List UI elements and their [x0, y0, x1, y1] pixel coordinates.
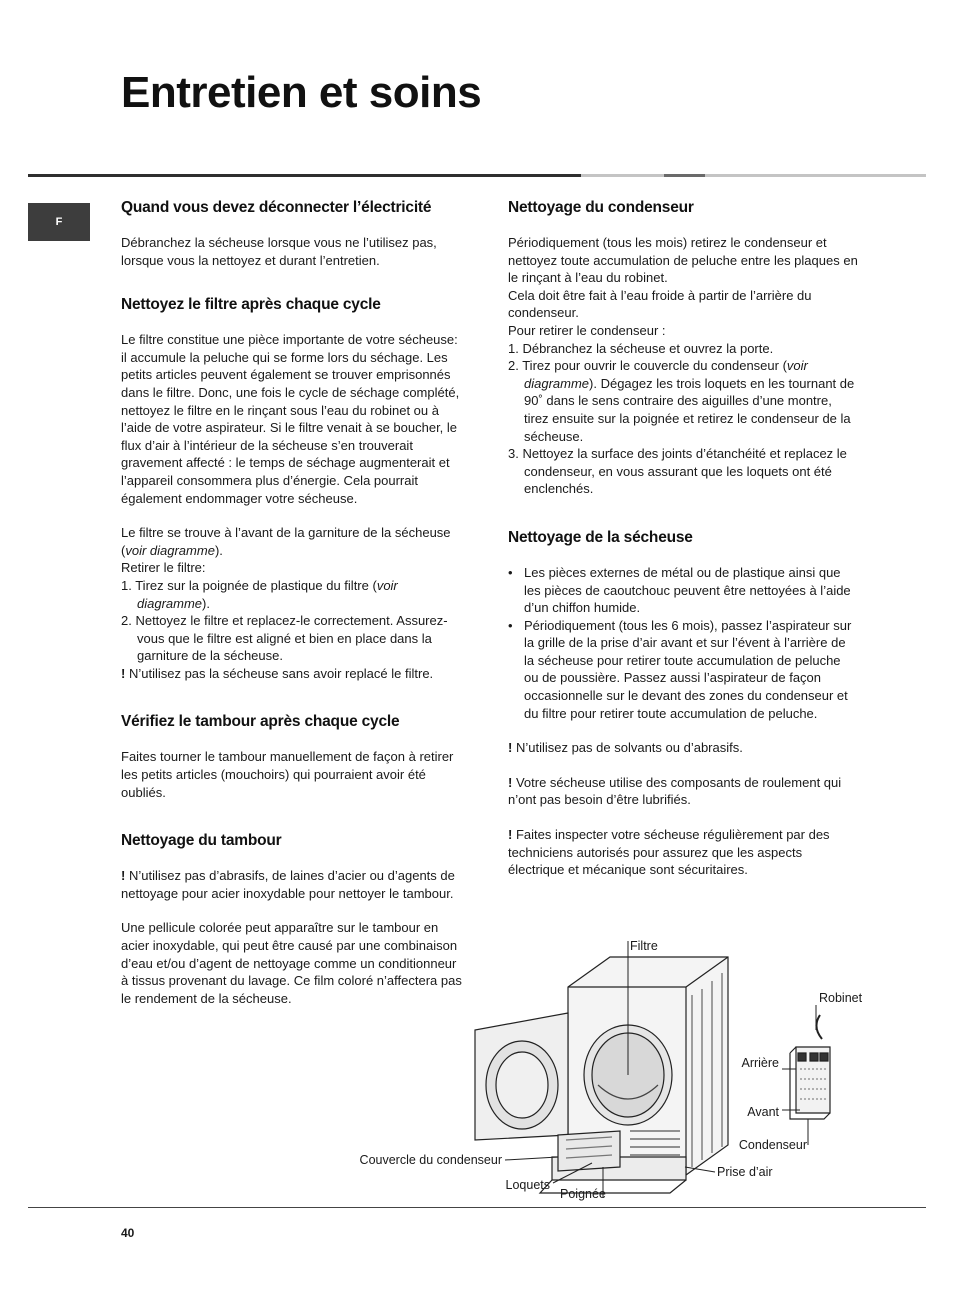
list-item: • Périodiquement (tous les 6 mois), passez l’aspirateur sur la grille de la prise d’air avant et sur l’évent à l’arrière de la sécheuse pour retirer toute accumulation de peluche ou de poussière. Passez aussi l’aspirateur de façon occasionnelle sur le devant des zones du condenseur et du filtre pour retirer toute accumulation de peluche.: [508, 617, 858, 723]
right-column: [508, 198, 858, 901]
dryer-diagram: [330, 935, 890, 1205]
warning-note: ! Votre sécheuse utilise des composants de roulement qui n’ont pas besoin d’être lubrifiés.: [508, 774, 842, 808]
paragraph: Une pellicule colorée peut apparaître sur le tambour en acier inoxydable, qui peut être causé par une combinaison d’eau et/ou d’agent de nettoyage comme un conditionneur à tissus provenant du lavage. Ce film coloré n’affectera pas le rendement de la sécheuse.: [121, 920, 462, 1006]
section-condenser: [508, 198, 858, 498]
label-filtre: Filtre: [630, 939, 658, 953]
list-item: • Les pièces externes de métal ou de plastique ainsi que les pièces de caoutchouc peuvent être nettoyées à l’aide d’un chiffon humide.: [508, 564, 858, 617]
label-avant: Avant: [747, 1105, 779, 1119]
paragraph: Périodiquement (tous les mois) retirez le condenseur et nettoyez toute accumulation de peluche entre les plaques en le rinçant à l’eau du robinet.: [508, 235, 858, 286]
list-item: 2. Nettoyez le filtre et replacez-le correctement. Assurez-vous que le filtre est aligné et bien en place dans la garniture de la sécheuse.: [121, 613, 448, 664]
section-heading: Nettoyage du tambour: [121, 832, 282, 850]
page-number: 40: [121, 1226, 135, 1240]
footer-rule: [28, 1207, 926, 1208]
section-disconnect: [121, 198, 466, 269]
steps-list: [121, 577, 466, 665]
label-couvercle: Couvercle du condenseur: [359, 1153, 502, 1167]
paragraph: Faites tourner le tambour manuellement de façon à retirer les petits articles (mouchoirs) qui pourraient avoir été oubliés.: [121, 749, 454, 800]
paragraph: Retirer le filtre:: [121, 560, 206, 576]
left-column: [121, 198, 466, 1029]
label-poignee: Poignée: [560, 1187, 606, 1201]
steps-list: [508, 340, 858, 498]
section-dryer-clean: [508, 528, 858, 879]
section-heading: Nettoyez le filtre après chaque cycle: [121, 296, 381, 314]
paragraph: Le filtre se trouve à l’avant de la garniture de la sécheuse (voir diagramme).: [121, 525, 451, 558]
section-heading: Vérifiez le tambour après chaque cycle: [121, 713, 400, 731]
header-rule-light-2: [705, 174, 926, 177]
list-item: 1. Débranchez la sécheuse et ouvrez la porte.: [508, 340, 774, 356]
warning-note: ! Faites inspecter votre sécheuse régulièrement par des techniciens autorisés pour assurez que les aspects électrique et mécanique sont sécuritaires.: [508, 827, 830, 878]
header-rule-mid: [664, 174, 705, 177]
label-arriere: Arrière: [741, 1056, 779, 1070]
list-item: 3. Nettoyez la surface des joints d’étanchéité et replacez le condenseur, en vous assurant que les loquets ont été enclenchés.: [508, 446, 847, 497]
paragraph: Cela doit être fait à l’eau froide à partir de l’arrière du condenseur.: [508, 287, 812, 321]
paragraph: Le filtre constitue une pièce importante de votre sécheuse:: [121, 332, 458, 348]
language-tab: F: [28, 203, 90, 241]
section-heading: Quand vous devez déconnecter l’électricité: [121, 199, 432, 216]
section-heading: Nettoyage de la sécheuse: [508, 528, 693, 546]
label-condenseur: Condenseur: [738, 1138, 807, 1152]
section-drum-check: [121, 712, 466, 801]
label-robinet: Robinet: [819, 991, 863, 1005]
header-rule-dark: [28, 174, 581, 177]
label-loquets: Loquets: [505, 1178, 550, 1192]
page-title: Entretien et soins: [121, 68, 482, 117]
list-item: 1. Tirez sur la poignée de plastique du filtre (voir diagramme).: [121, 577, 398, 611]
paragraph: Pour retirer le condenseur :: [508, 322, 666, 338]
section-filter: [121, 295, 466, 682]
list-item: 2. Tirez pour ouvrir le couvercle du condenseur (voir diagramme). Dégagez les trois loquets en les tournant de 90˚ dans le sens contraire des aiguilles d’une montre, tirez ensuite sur la poignée et retirez le condenseur de la sécheuse.: [508, 358, 855, 444]
warning-note: ! N’utilisez pas de solvants ou d’abrasifs.: [508, 740, 743, 756]
paragraph: Débranchez la sécheuse lorsque vous ne l’utilisez pas, lorsque vous la nettoyez et durant l’entretien.: [121, 235, 437, 268]
section-heading: Nettoyage du condenseur: [508, 199, 694, 216]
paragraph: il accumule la peluche qui se forme lors du séchage. Les petits articles peuvent également se trouver emprisonnés dans le filtre. Donc, une fois le cycle de séchage complété, nettoyez le filtre en le rinçant sous l’eau du robinet ou à l’aide de votre aspirateur. Si le filtre venait à se boucher, le flux d’air à l’intérieur de la sécheuse s’en trouverait gravement affecté : le temps de séchage augmenterait et l’appareil consommera plus d’énergie. Cela pourrait également endommager votre sécheuse.: [121, 349, 460, 506]
warning-note: ! N’utilisez pas d’abrasifs, de laines d’acier ou d’agents de nettoyage pour acier inoxydable pour nettoyer le tambour.: [121, 868, 455, 901]
header-rule-light: [581, 174, 664, 177]
warning-note: ! N’utilisez pas la sécheuse sans avoir replacé le filtre.: [121, 665, 434, 681]
bullet-list: [508, 564, 858, 722]
label-prise-air: Prise d’air: [717, 1165, 773, 1179]
